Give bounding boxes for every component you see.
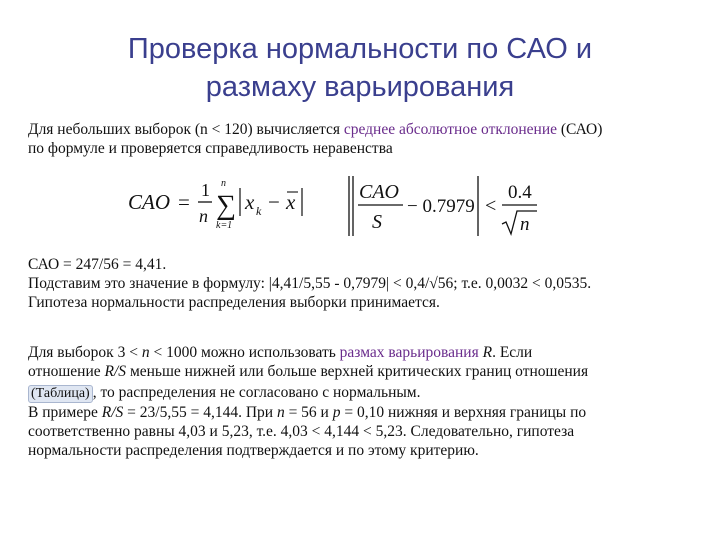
mad-link[interactable]: среднее абсолютное отклонение	[343, 121, 558, 138]
range-line-6: нормальности распределения подтверждается и по этому критерию.	[28, 442, 479, 459]
f1-sum-sign: ∑	[216, 190, 236, 221]
text-span: В примере	[28, 404, 102, 421]
f2-rden: n	[520, 214, 530, 235]
result-paragraph	[28, 255, 591, 312]
intro-line-1	[28, 120, 602, 139]
range-line-5: соответственно равны 4,03 и 5,23, т.е. 4,03 < 4,144 < 5,23. Следовательно, гипотеза	[28, 423, 575, 440]
var-R: R	[482, 344, 493, 361]
text-span: отношение	[28, 363, 105, 380]
title-line-2: размаху варьирования	[205, 71, 515, 103]
text-span: = 23/5,55 = 4,144. При	[123, 404, 277, 421]
result-line-1: САО = 247/56 = 4,41.	[28, 256, 167, 273]
intro-paragraph	[28, 120, 602, 158]
text-span: = 0,10 нижняя и верхняя границы по	[340, 404, 587, 421]
result-line-3: Гипотеза нормальности распределения выборки принимается.	[28, 294, 440, 311]
f1-sum-bottom: k=1	[216, 220, 233, 231]
f1-lhs: CAO	[128, 190, 170, 214]
range-line-1	[28, 343, 698, 362]
text-span: Для выборок 3 <	[28, 344, 142, 361]
var-n: n	[141, 344, 150, 361]
f2-num: CAO	[359, 181, 399, 203]
text-span: меньше нижней или больше верхней критических границ отношения	[126, 363, 589, 380]
formula-mad	[128, 172, 328, 234]
f2-rnum: 0.4	[508, 182, 532, 203]
f2-lt: <	[485, 195, 497, 217]
range-line-2	[28, 362, 698, 381]
result-line-2: Подставим это значение в формулу: |4,41/5,55 - 0,7979| < 0,4/√56; т.е. 0,0032 < 0,0535.	[28, 275, 592, 292]
intro-text-after: (САО)	[557, 121, 603, 138]
text-span: = 56 и	[284, 404, 333, 421]
f2-den: S	[372, 211, 382, 233]
intro-text: Для небольших выборок (n < 120) вычисляется	[28, 121, 344, 138]
f1-eq: =	[178, 190, 190, 214]
f1-num: 1	[201, 180, 210, 200]
text-span: . Если	[492, 344, 533, 361]
var-RS: R/S	[101, 404, 124, 421]
range-line-4	[28, 403, 698, 422]
range-link[interactable]: размах варьирования	[339, 344, 479, 361]
var-p: p	[332, 404, 341, 421]
f2-const: − 0.7979	[407, 196, 475, 217]
f1-minus: −	[268, 190, 280, 214]
f1-sum-top: n	[221, 178, 226, 189]
text-span: , то распределения не согласовано с нормальным.	[92, 384, 421, 401]
slide-title	[0, 30, 720, 106]
title-line-1: Проверка нормальности по САО и	[127, 33, 593, 65]
table-link-button[interactable]: (Таблица)	[28, 385, 93, 403]
f1-x-sub: k	[256, 204, 262, 218]
formula-inequality	[345, 174, 545, 244]
var-RS: R/S	[104, 363, 127, 380]
text-span: < 1000 можно использовать	[149, 344, 340, 361]
f1-x: x	[245, 190, 255, 214]
range-paragraph	[28, 343, 698, 460]
var-n: n	[276, 404, 285, 421]
f1-xbar: x	[286, 190, 296, 214]
f1-den: n	[199, 206, 208, 226]
intro-line-2: по формуле и проверяется справедливость неравенства	[28, 140, 393, 157]
range-line-3	[28, 383, 698, 403]
